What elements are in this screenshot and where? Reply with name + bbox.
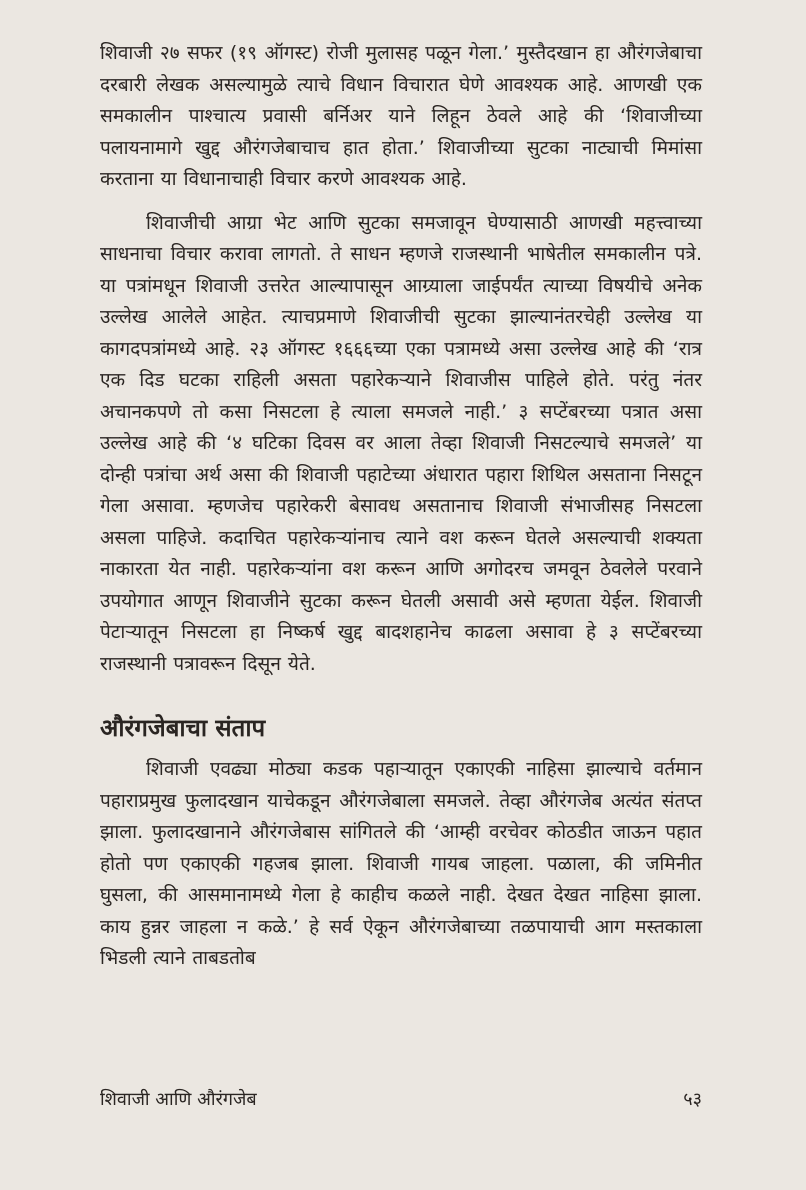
footer-book-title: शिवाजी आणि औरंगजेब — [100, 1089, 257, 1110]
section-heading: औरंगजेबाचा संताप — [100, 714, 266, 742]
footer-page-number: ५३ — [683, 1089, 702, 1110]
page-footer — [100, 1086, 702, 1114]
paragraph-continuation: शिवाजी २७ सफर (१९ ऑगस्ट) रोजी मुलासह पळून गेला.’ मुस्तैदखान हा औरंगजेबाचा दरबारी लेखक असल्यामुळे त्याचे विधान विचारात घेणे आवश्यक आहे. आणखी एक समकालीन पाश्चात्य प्रवासी बर्निअर याने लिहून ठेवले आहे की ‘शिवाजीच्या पलायनामागे खुद्द औरंगजेबाचाच हात होता.’ शिवाजीच्या सुटका नाट्याची मिमांसा करताना या विधानाचाही विचार करणे आवश्यक आहे. — [100, 42, 702, 190]
paragraph-rajasthani-letters: शिवाजीची आग्रा भेट आणि सुटका समजावून घेण्यासाठी आणखी महत्त्वाच्या साधनाचा विचार करावा लागतो. ते साधन म्हणजे राजस्थानी भाषेतील समकालीन पत्रे. या पत्रांमधून शिवाजी उत्तरेत आल्यापासून आग्र्याला जाईपर्यंत त्याच्या विषयीचे अनेक उल्लेख आलेले आहेत. त्याचप्रमाणे शिवाजीची सुटका झाल्यानंतरचेही उल्लेख या कागदपत्रांमध्ये आहे. २३ ऑगस्ट १६६६च्या एका पत्रामध्ये असा उल्लेख आहे की ‘रात्र एक दिड घटका राहिली असता पहारेकऱ्याने शिवाजीस पाहिले होते. परंतु नंतर अचानकपणे तो कसा निसटला हे त्याला समजले नाही.’ ३ सप्टेंबरच्या पत्रात असा उल्लेख आहे की ‘४ घटिका दिवस वर आला तेव्हा शिवाजी निसटल्याचे समजले’ या दोन्ही पत्रांचा अर्थ असा की शिवाजी पहाटेच्या अंधारात पहारा शिथिल असताना निसटून गेला असावा. म्हणजेच पहारेकरी बेसावध असतानाच शिवाजी संभाजीसह निसटला असला पाहिजे. कदाचित पहारेकऱ्यांनाच त्याने वश करून घेतले असल्याची शक्यता नाकारता येत नाही. पहारेकऱ्यांना वश करून आणि अगोदरच जमवून ठेवलेले परवाने उपयोगात आणून शिवाजीने सुटका करून घेतली असावी असे म्हणता येईल. शिवाजी पेटाऱ्यातून निसटला हा निष्कर्ष खुद्द बादशहानेच काढला असावा हे ३ सप्टेंबरच्या राजस्थानी पत्रावरून दिसून येते. — [100, 211, 702, 675]
paragraph-aurangzeb-anger: शिवाजी एवढ्या मोठ्या कडक पहाऱ्यातून एकाएकी नाहिसा झाल्याचे वर्तमान पहाराप्रमुख फुलादखान याचेकडून औरंगजेबाला समजले. तेव्हा औरंगजेब अत्यंत संतप्त झाला. फुलादखानाने औरंगजेबास सांगितले की ‘आम्ही वरचेवर कोठडीत जाऊन पहात होतो पण एकाएकी गहजब झाला. शिवाजी गायब जाहला. पळाला, की जमिनीत घुसला, की आसमानामध्ये गेला हे काहीच कळले नाही. देखत देखत नाहिसा झाला. काय हुन्नर जाहला न कळे.’ हे सर्व ऐकून औरंगजेबाच्या तळपायाची आग मस्तकाला भिडली त्याने ताबडतोब — [100, 758, 702, 969]
